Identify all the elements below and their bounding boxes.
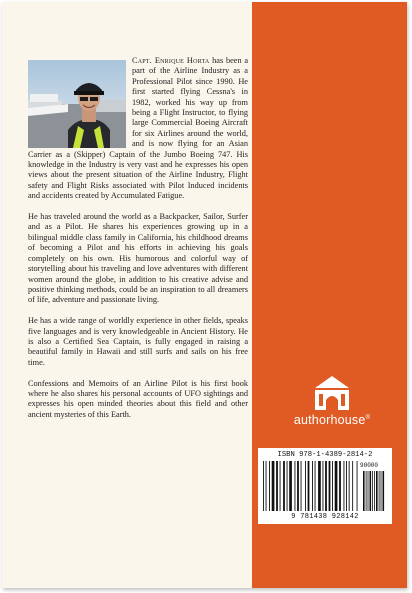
barcode-bar bbox=[315, 461, 316, 511]
barcode-bar bbox=[329, 461, 331, 511]
building-arch-icon bbox=[311, 374, 353, 412]
isbn-text: ISBN 978-1-4389-2814-2 bbox=[277, 451, 373, 459]
bio-paragraph-2: He has traveled around the world as a Backpacker, Sailor, Surfer and as a Pilot. He shares his experiences growing up in a bilingual middle class family in California, his childhood dreams of becoming a Pilot and his efforts in achieving his goals completely on his own. His humorous and colorful way of storytelling about his traveling and love adventures with different women around the globe, in addition to his creative advise and positive thinking methods, could be an inspiration to all dreamers of life, adventure and passionate living. bbox=[28, 212, 248, 305]
barcode-bar bbox=[339, 461, 341, 511]
barcode-bar bbox=[344, 461, 345, 511]
text-panel bbox=[2, 2, 252, 588]
barcode-bar bbox=[352, 461, 353, 511]
barcode-bar bbox=[381, 471, 382, 511]
barcode-bar bbox=[301, 461, 302, 511]
barcode-bar bbox=[295, 461, 296, 511]
barcode-bar bbox=[318, 461, 321, 511]
barcode-bar bbox=[269, 461, 270, 511]
barcode-bar bbox=[266, 461, 267, 511]
barcode-bar bbox=[272, 461, 275, 511]
barcode-bar bbox=[376, 471, 378, 511]
barcode-bar bbox=[370, 471, 372, 511]
publisher-logo bbox=[276, 374, 388, 438]
barcode-bar bbox=[305, 461, 306, 511]
barcode-bar bbox=[283, 461, 285, 511]
barcode-bar bbox=[372, 471, 373, 511]
barcode-bar bbox=[289, 461, 292, 511]
barcode-bar bbox=[335, 461, 338, 511]
barcode-bar bbox=[374, 471, 375, 511]
author-bio bbox=[28, 56, 248, 431]
bio-paragraph-4: Confessions and Memoirs of an Airline Pilot is his first book where he also shares his personal accounts of UFO sightings and expresses his open minded theories about this field and other ancient mysteries of this Earth. bbox=[28, 378, 248, 419]
barcode-bar bbox=[363, 471, 365, 511]
barcode-bar bbox=[366, 471, 367, 511]
barcode-bar bbox=[325, 461, 327, 511]
bio-paragraph-1: Capt. Enrique Horta has been a part of the Airline Industry as a Professional Pilot since 1990. He first started flying Cessna's in 1982, worked his way up from being a Flight Instructor, to flying large Commercial Boeing Aircraft for six Airlines around the world, and is now flying for an Asian Carrier as a (Skipper) Captain of the Jumbo Boeing 747. His knowledge in the Industry is very vast and he expresses his open views about the present situation of the Airline Industry, Flight safety and Flight Risks associated with Pilot Induced incidents and accidents created by Accumulated Fatigue. bbox=[28, 56, 249, 201]
barcode-bar bbox=[263, 461, 264, 511]
barcode-bar bbox=[276, 461, 278, 511]
barcode-bar bbox=[349, 461, 350, 511]
back-cover bbox=[2, 2, 407, 588]
barcode-bar bbox=[312, 461, 313, 511]
barcode-bar bbox=[346, 461, 347, 511]
barcode-bar bbox=[357, 461, 358, 511]
barcode-bar bbox=[383, 471, 385, 511]
barcode-bar bbox=[368, 471, 369, 511]
publisher-name: authorhouse® bbox=[293, 413, 371, 427]
author-name: Capt. Enrique Horta bbox=[132, 56, 210, 65]
barcode-bar bbox=[308, 461, 310, 511]
ean-digits: 9 781438 928142 bbox=[291, 513, 359, 521]
price-code: 90000 bbox=[360, 462, 379, 469]
barcode-bar bbox=[332, 461, 333, 511]
bio-paragraph-3: He has a wide range of worldly experience in other fields, speaks five languages and is very knowledgeable in Ancient History. He is also a Certified Sea Captain, is fully engaged in raising a beautiful family in Hawaii and still surfs and sails on his free time. bbox=[28, 316, 248, 367]
isbn-barcode bbox=[258, 448, 392, 524]
barcode-bar bbox=[323, 461, 324, 511]
barcode-bar bbox=[297, 461, 299, 511]
barcode-bar bbox=[280, 461, 281, 511]
barcode-bar bbox=[379, 471, 380, 511]
barcode-bar bbox=[287, 461, 288, 511]
